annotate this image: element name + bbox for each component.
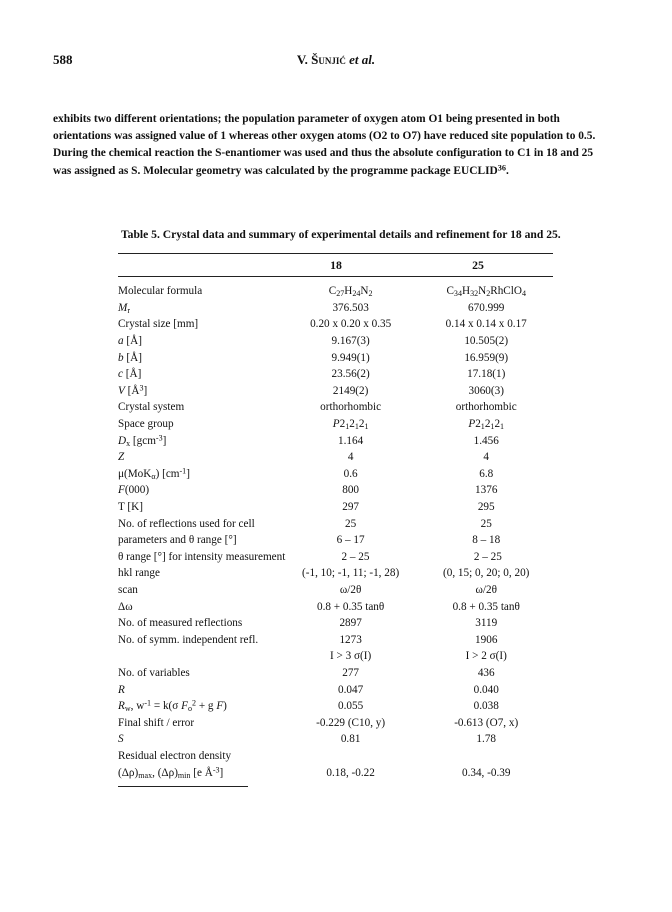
table-top-rule (118, 253, 553, 254)
value-18: 1273 (339, 633, 362, 646)
running-head (0, 52, 672, 68)
value-25: 3060(3) (468, 384, 504, 397)
value-25: $C_{34}H_{32}N_2RhClO_4$ (446, 285, 526, 299)
table-row (118, 283, 558, 300)
row-label: Molecular formula (118, 285, 203, 298)
author-initial: V. (296, 52, 312, 67)
value-25: 16.959(9) (464, 351, 509, 364)
body-paragraph: exhibits two different orientations; the population parameter of oxygen atom O1 being presented in both orientations was assigned value of 1 whereas other oxygen atoms (O2 to O7) have reduced site population to 0.5. During the chemical reaction the S-enantiomer was used and thus the absolute configuration to C1 in 18 and 25 was assigned as S. Molecular geometry was calculated by the programme package EUCLID$^{36}$. (53, 113, 596, 177)
table-caption: Table 5. Crystal data and summary of experimental details and refinement for 18 and 25. (121, 228, 561, 241)
table-row (118, 316, 558, 333)
row-label: a [Å] (118, 335, 142, 348)
row-label: $M_r$ (118, 301, 131, 315)
row-label: hkl range (118, 567, 160, 580)
value-25: 1906 (475, 633, 498, 646)
table-row (118, 698, 558, 715)
author-suffix: et al. (349, 52, 376, 67)
value-18: 9.167(3) (331, 335, 370, 348)
table-row (118, 615, 558, 632)
value-25: 295 (477, 501, 495, 514)
value-18: 4 (347, 451, 354, 464)
row-label: $(\Delta\rho)_{max}$, $(\Delta\rho)_{min}$ [e $Å^{-3}$] (118, 764, 224, 780)
table-row (118, 449, 558, 466)
table-row (118, 466, 558, 483)
table-row (118, 416, 558, 433)
row-label: Crystal size [mm] (118, 318, 199, 331)
row-label: No. of reflections used for cell (118, 517, 255, 530)
value-25: 0.038 (473, 700, 499, 713)
value-18: 0.055 (338, 700, 364, 713)
table-row (118, 681, 558, 698)
row-label: scan (118, 583, 138, 596)
table-row (118, 499, 558, 516)
table-row (118, 532, 558, 549)
table-row (118, 333, 558, 350)
value-25: ω/2θ (475, 583, 497, 596)
row-label: Crystal system (118, 401, 185, 414)
value-18: 2 – 25 (341, 550, 370, 563)
row-label: S (118, 733, 124, 746)
row-label: Final shift / error (118, 716, 195, 729)
value-18: 0.81 (340, 733, 361, 746)
table-row (118, 383, 558, 400)
value-18: I > 3 σ(I) (330, 650, 372, 663)
value-25: 1376 (475, 484, 498, 497)
table-row (118, 731, 558, 748)
value-18: 376.503 (332, 301, 369, 314)
row-label: Δω (118, 600, 133, 613)
row-label: c [Å] (118, 368, 142, 381)
value-25: 17.18(1) (467, 368, 506, 381)
column-header-18: 18 (330, 258, 342, 272)
value-18: 0.20 x 0.20 x 0.35 (310, 318, 392, 331)
table-row (118, 748, 558, 765)
value-18: 0.6 (343, 467, 358, 480)
table-row (118, 714, 558, 731)
value-25: 8 – 18 (472, 534, 501, 547)
table-row (118, 598, 558, 615)
row-label: Residual electron density (118, 749, 232, 762)
value-25: 0.040 (473, 683, 499, 696)
row-label: No. of variables (118, 666, 190, 679)
table-row (118, 300, 558, 317)
table-row (118, 549, 558, 566)
value-25: I > 2 σ(I) (465, 650, 507, 663)
value-18: 0.18, -0.22 (326, 766, 375, 779)
table-row (118, 631, 558, 648)
value-25: 4 (483, 451, 490, 464)
value-18: 277 (342, 666, 360, 679)
value-25: orthorhombic (455, 401, 517, 414)
value-18: 0.047 (338, 683, 364, 696)
table-row (118, 565, 558, 582)
table-row (118, 515, 558, 532)
value-18: orthorhombic (320, 401, 382, 414)
value-25: 1.456 (473, 434, 499, 447)
value-18: 297 (342, 501, 360, 514)
table-row (118, 349, 558, 366)
table-row (118, 648, 558, 665)
author-surname: Šunjić (311, 52, 346, 67)
table-row (118, 482, 558, 499)
value-25: 25 (480, 517, 492, 530)
value-25: 0.8 + 0.35 tanθ (452, 600, 520, 613)
table-row (118, 764, 558, 781)
row-label: $R_w$, $w^{-1} = k(\sigma$ $F_o^2 + g$ F) (118, 698, 227, 714)
row-label: Z (118, 451, 125, 464)
row-label: parameters and θ range [°] (118, 534, 237, 547)
table-row (118, 432, 558, 449)
row-label: θ range [°] for intensity measurement (118, 550, 286, 563)
table-bottom-rule (118, 786, 248, 787)
table-header-rule (118, 276, 553, 277)
page-number: 588 (53, 52, 73, 67)
table-row (118, 582, 558, 599)
value-25: 2 – 25 (473, 550, 502, 563)
value-18: 2149(2) (332, 384, 369, 397)
value-25: (0, 15; 0, 20; 0, 20) (443, 567, 530, 580)
value-25: 670.999 (468, 301, 505, 314)
value-25: 0.14 x 0.14 x 0.17 (445, 318, 527, 331)
row-label: V $[Å^3]$ (118, 383, 148, 397)
row-label: T [K] (118, 501, 143, 514)
row-label: b [Å] (118, 351, 142, 364)
row-label: F(000) (118, 484, 150, 497)
value-18: $C_{27}H_{24}N_2$ (328, 285, 373, 299)
value-18: (-1, 10; -1, 11; -1, 28) (302, 567, 400, 580)
value-18: 2897 (339, 617, 362, 630)
row-label: Space group (118, 418, 174, 431)
value-18: 6 – 17 (336, 534, 365, 547)
value-25: 436 (477, 666, 495, 679)
value-25: -0.613 (O7, x) (454, 716, 519, 729)
value-18: 1.164 (338, 434, 364, 447)
value-25: $P2_12_12_1$ (468, 418, 505, 432)
value-25: 3119 (475, 617, 498, 630)
value-25: 10.505(2) (464, 335, 509, 348)
value-18: 800 (342, 484, 360, 497)
value-25: 1.78 (476, 733, 496, 746)
value-18: $P2_12_12_1$ (332, 418, 369, 432)
row-label: R (118, 683, 125, 696)
table-row (118, 366, 558, 383)
row-label: No. of measured reflections (118, 617, 243, 630)
row-label: No. of symm. independent refl. (118, 633, 259, 646)
value-18: -0.229 (C10, y) (316, 716, 386, 729)
value-18: 9.949(1) (331, 351, 370, 364)
table-row (118, 399, 558, 416)
value-25: 6.8 (479, 467, 494, 480)
value-18: ω/2θ (339, 583, 362, 596)
value-25: 0.34, -0.39 (461, 766, 511, 779)
column-header-25: 25 (472, 258, 484, 272)
value-18: 25 (345, 517, 357, 530)
row-label: μ(MoK$_\alpha$) $[cm^{-1}]$ (118, 466, 190, 481)
value-18: 23.56(2) (331, 368, 370, 381)
table-body (118, 283, 558, 781)
row-label: $D_x$ [gcm$^{-3}$] (118, 433, 167, 448)
value-18: 0.8 + 0.35 tanθ (316, 600, 385, 613)
table-row (118, 665, 558, 682)
